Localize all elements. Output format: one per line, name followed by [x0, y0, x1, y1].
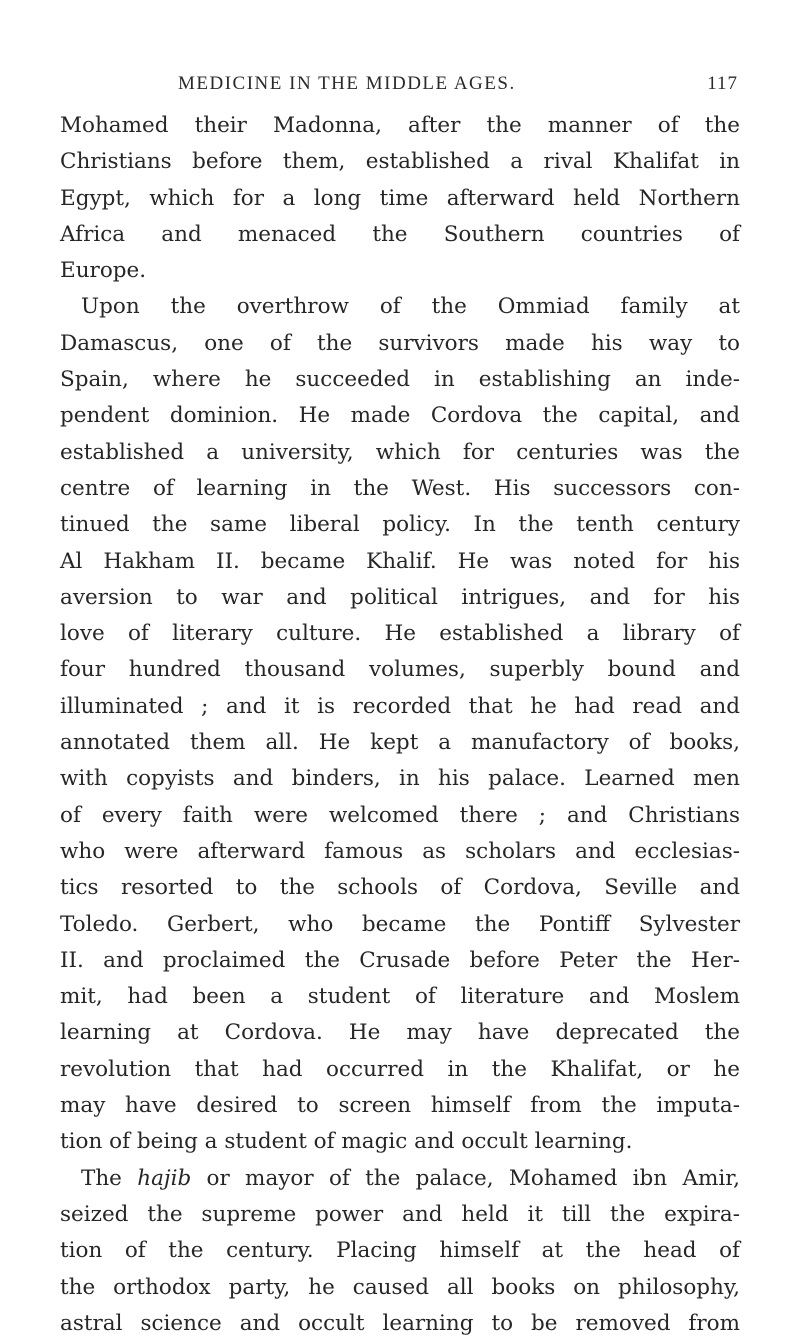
text-line: illuminated ; and it is recorded that he had read and	[60, 693, 740, 719]
text-line: Africa and menaced the Southern countries of	[60, 221, 740, 247]
text-line: of every faith were welcomed there ; and Christians	[60, 802, 740, 828]
text-line: Europe.	[60, 258, 147, 284]
text-line: love of literary culture. He established a library of	[60, 621, 740, 647]
hajib-italic-word: hajib	[137, 1165, 192, 1191]
paragraph-start-line	[60, 1161, 740, 1197]
text-line: II. and proclaimed the Crusade before Peter the Her-	[60, 947, 740, 973]
running-head	[60, 73, 740, 97]
text-line: Al Hakham II. became Khalif. He was noted for his	[60, 548, 740, 574]
text-line: tinued the same liberal policy. In the tenth century	[60, 512, 740, 538]
hajib-line-after: or mayor of the palace, Mohamed ibn Amir,	[191, 1165, 741, 1191]
paragraph-start-line: Upon the overthrow of the Ommiad family at	[81, 294, 740, 320]
text-line: established a university, which for centuries was the	[60, 439, 740, 465]
text-line: learning at Cordova. He may have deprecated the	[60, 1020, 740, 1046]
text-line: revolution that had occurred in the Khalifat, or he	[60, 1056, 740, 1082]
running-title: MEDICINE IN THE MIDDLE AGES.	[178, 73, 516, 94]
text-line: tion of being a student of magic and occult learning.	[60, 1129, 633, 1155]
text-line: centre of learning in the West. His successors con-	[60, 475, 740, 501]
text-line: Egypt, which for a long time afterward held Northern	[60, 185, 740, 211]
text-line: Spain, where he succeeded in establishing an inde-	[60, 367, 740, 393]
text-line: Mohamed their Madonna, after the manner of the	[60, 113, 740, 138]
text-line: tion of the century. Placing himself at the head of	[60, 1238, 740, 1264]
text-line: with copyists and binders, in his palace. Learned men	[60, 766, 740, 792]
text-line: who were afterward famous as scholars and ecclesias-	[60, 838, 740, 864]
text-line: four hundred thousand volumes, superbly bound and	[60, 657, 740, 683]
hajib-line-before: The	[81, 1165, 138, 1191]
text-line: mit, had been a student of literature and Moslem	[60, 984, 740, 1010]
text-line: the orthodox party, he caused all books on philosophy,	[60, 1274, 740, 1300]
text-line: tics resorted to the schools of Cordova, Seville and	[60, 875, 740, 901]
text-line: Toledo. Gerbert, who became the Pontiff Sylvester	[60, 911, 740, 937]
text-line: pendent dominion. He made Cordova the capital, and	[60, 403, 740, 429]
page-number: 117	[707, 73, 738, 94]
text-line: seized the supreme power and held it till the expira-	[60, 1201, 740, 1227]
text-line: annotated them all. He kept a manufactory of books,	[60, 730, 740, 756]
text-line: aversion to war and political intrigues, and for his	[60, 584, 740, 610]
text-line: may have desired to screen himself from the imputa-	[60, 1093, 740, 1119]
text-line: Damascus, one of the survivors made his way to	[60, 330, 740, 356]
text-line: astral science and occult learning to be removed from	[60, 1310, 740, 1336]
body-text	[60, 108, 740, 1342]
text-line: Christians before them, established a rival Khalifat in	[60, 149, 740, 175]
